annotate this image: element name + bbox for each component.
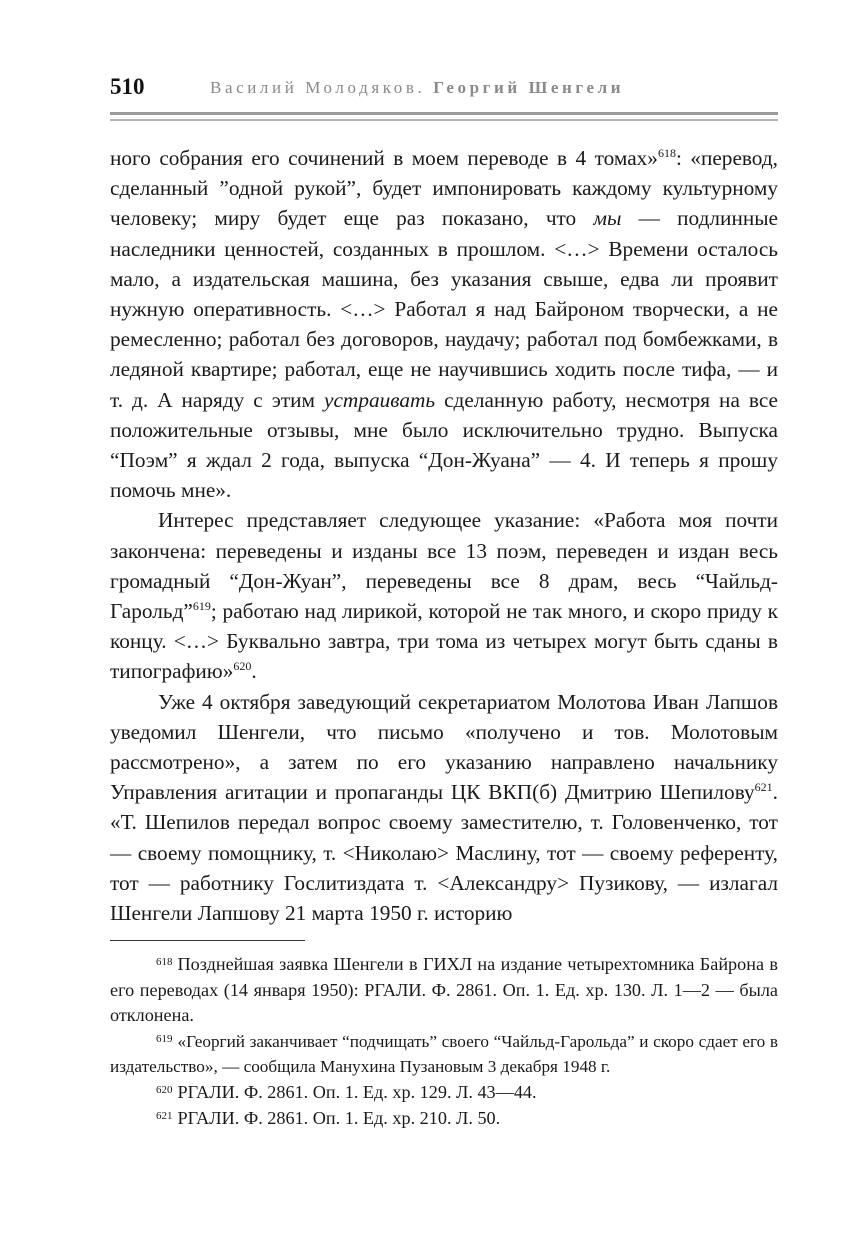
p1-text-4: сделанную работу, несмотря на все положительные отзывы, мне было исключительно трудно. Выпуска “Поэм” я ждал 2 года, выпуска “Дон-Жуана” — 4. И теперь я прошу помочь мне». bbox=[110, 387, 778, 503]
footnote-620 bbox=[110, 1080, 778, 1106]
paragraph-2 bbox=[110, 505, 778, 686]
p1-text-3: — подлинные наследники ценностей, созданных в прошлом. <…> Времени осталось мало, а издательская машина, без указания свыше, едва ли проявит нужную оперативность. <…> Работал я над Байроном творчески, а не ремесленно; работал без договоров, наудачу; работал под бомбежками, в ледяной квартире; работал, еще не научившись ходить после тифа, — и т. д. А наряду с этим bbox=[110, 206, 779, 412]
footnote-text: «Георгий заканчивает “подчищать” своего “Чайльд-Гарольда” и скоро сдает его в издательство», — сообщила Манухина Пузановым 3 декабря 1948 г. bbox=[110, 1031, 778, 1077]
p2-text-2: ; работаю над лирикой, которой не так много, и скоро приду к концу. <…> Буквально завтра, три тома из четырех могут быть сданы в типографию» bbox=[110, 599, 778, 684]
footnote-ref-618: 618 bbox=[657, 145, 676, 160]
p1-emphasis-2: устраивать bbox=[324, 387, 436, 412]
p3-text-1: Уже 4 октября заведующий секретариатом Молотова Иван Лапшов уведомил Шенгели, что письмо «получено и тов. Молотовым рассмотрено», а затем по его указанию направлено начальнику Управления агитации и пропаганды ЦК ВКП(б) Дмитрию Шепилову bbox=[110, 689, 778, 805]
footnotes bbox=[110, 952, 778, 1131]
footnote-text: РГАЛИ. Ф. 2861. Оп. 1. Ед. хр. 129. Л. 43—44. bbox=[177, 1081, 537, 1102]
running-head bbox=[210, 78, 624, 98]
paragraph-1 bbox=[110, 143, 778, 505]
footnote-number: 620 bbox=[156, 1083, 173, 1096]
header-rule-thin bbox=[110, 119, 778, 121]
p1-text-2: : «перевод, сделанный ”одной рукой”, будет импонировать каждому культурному человеку; миру будет еще раз показано, что bbox=[110, 146, 778, 231]
main-text bbox=[110, 143, 778, 928]
footnote-separator bbox=[110, 940, 305, 941]
footnote-ref-620: 620 bbox=[233, 659, 252, 674]
p2-text-3: . bbox=[251, 659, 257, 684]
footnote-ref-621: 621 bbox=[754, 780, 773, 795]
footnote-ref-619: 619 bbox=[192, 598, 211, 613]
footnote-number: 619 bbox=[156, 1032, 173, 1045]
p1-emphasis-1: мы bbox=[593, 206, 622, 231]
p2-text-1: Интерес представляет следующее указание: «Работа моя почти закончена: переведены и изданы все 13 поэм, переведен и издан весь громадный “Дон-Жуан”, переведены все 8 драм, весь “Чайльд-Гарольд” bbox=[110, 508, 778, 624]
footnote-number: 618 bbox=[156, 956, 173, 968]
footnote-619 bbox=[110, 1029, 778, 1080]
footnote-text: Позднейшая заявка Шенгели в ГИХЛ на издание четырехтомника Байрона в его переводах (14 января 1950): РГАЛИ. Ф. 2861. Оп. 1. Ед. хр. 130. Л. 1—2 — была отклонена. bbox=[110, 954, 778, 1026]
footnote-618 bbox=[110, 952, 778, 1029]
footnote-text: РГАЛИ. Ф. 2861. Оп. 1. Ед. хр. 210. Л. 50. bbox=[177, 1107, 501, 1128]
p1-text-1: ного собрания его сочинений в моем переводе в 4 томах» bbox=[110, 146, 658, 170]
running-head-title: Георгий Шенгели bbox=[433, 78, 625, 97]
p3-text-2: . «Т. Шепилов передал вопрос своему заместителю, т. Головенченко, тот — своему помощнику, т. <Николаю> Маслину, тот — своему референту, тот — работнику Гослитиздата т. <Александру> Пузикову, — излагал Шенгели Лапшову 21 марта 1950 г. историю bbox=[110, 780, 778, 926]
paragraph-3 bbox=[110, 687, 778, 929]
running-head-author: Василий Молодяков. bbox=[210, 78, 426, 97]
header-rule-thick bbox=[110, 112, 778, 115]
footnote-number: 621 bbox=[156, 1109, 173, 1122]
running-header bbox=[110, 74, 778, 104]
page-number: 510 bbox=[110, 74, 145, 99]
footnote-621 bbox=[110, 1106, 778, 1132]
